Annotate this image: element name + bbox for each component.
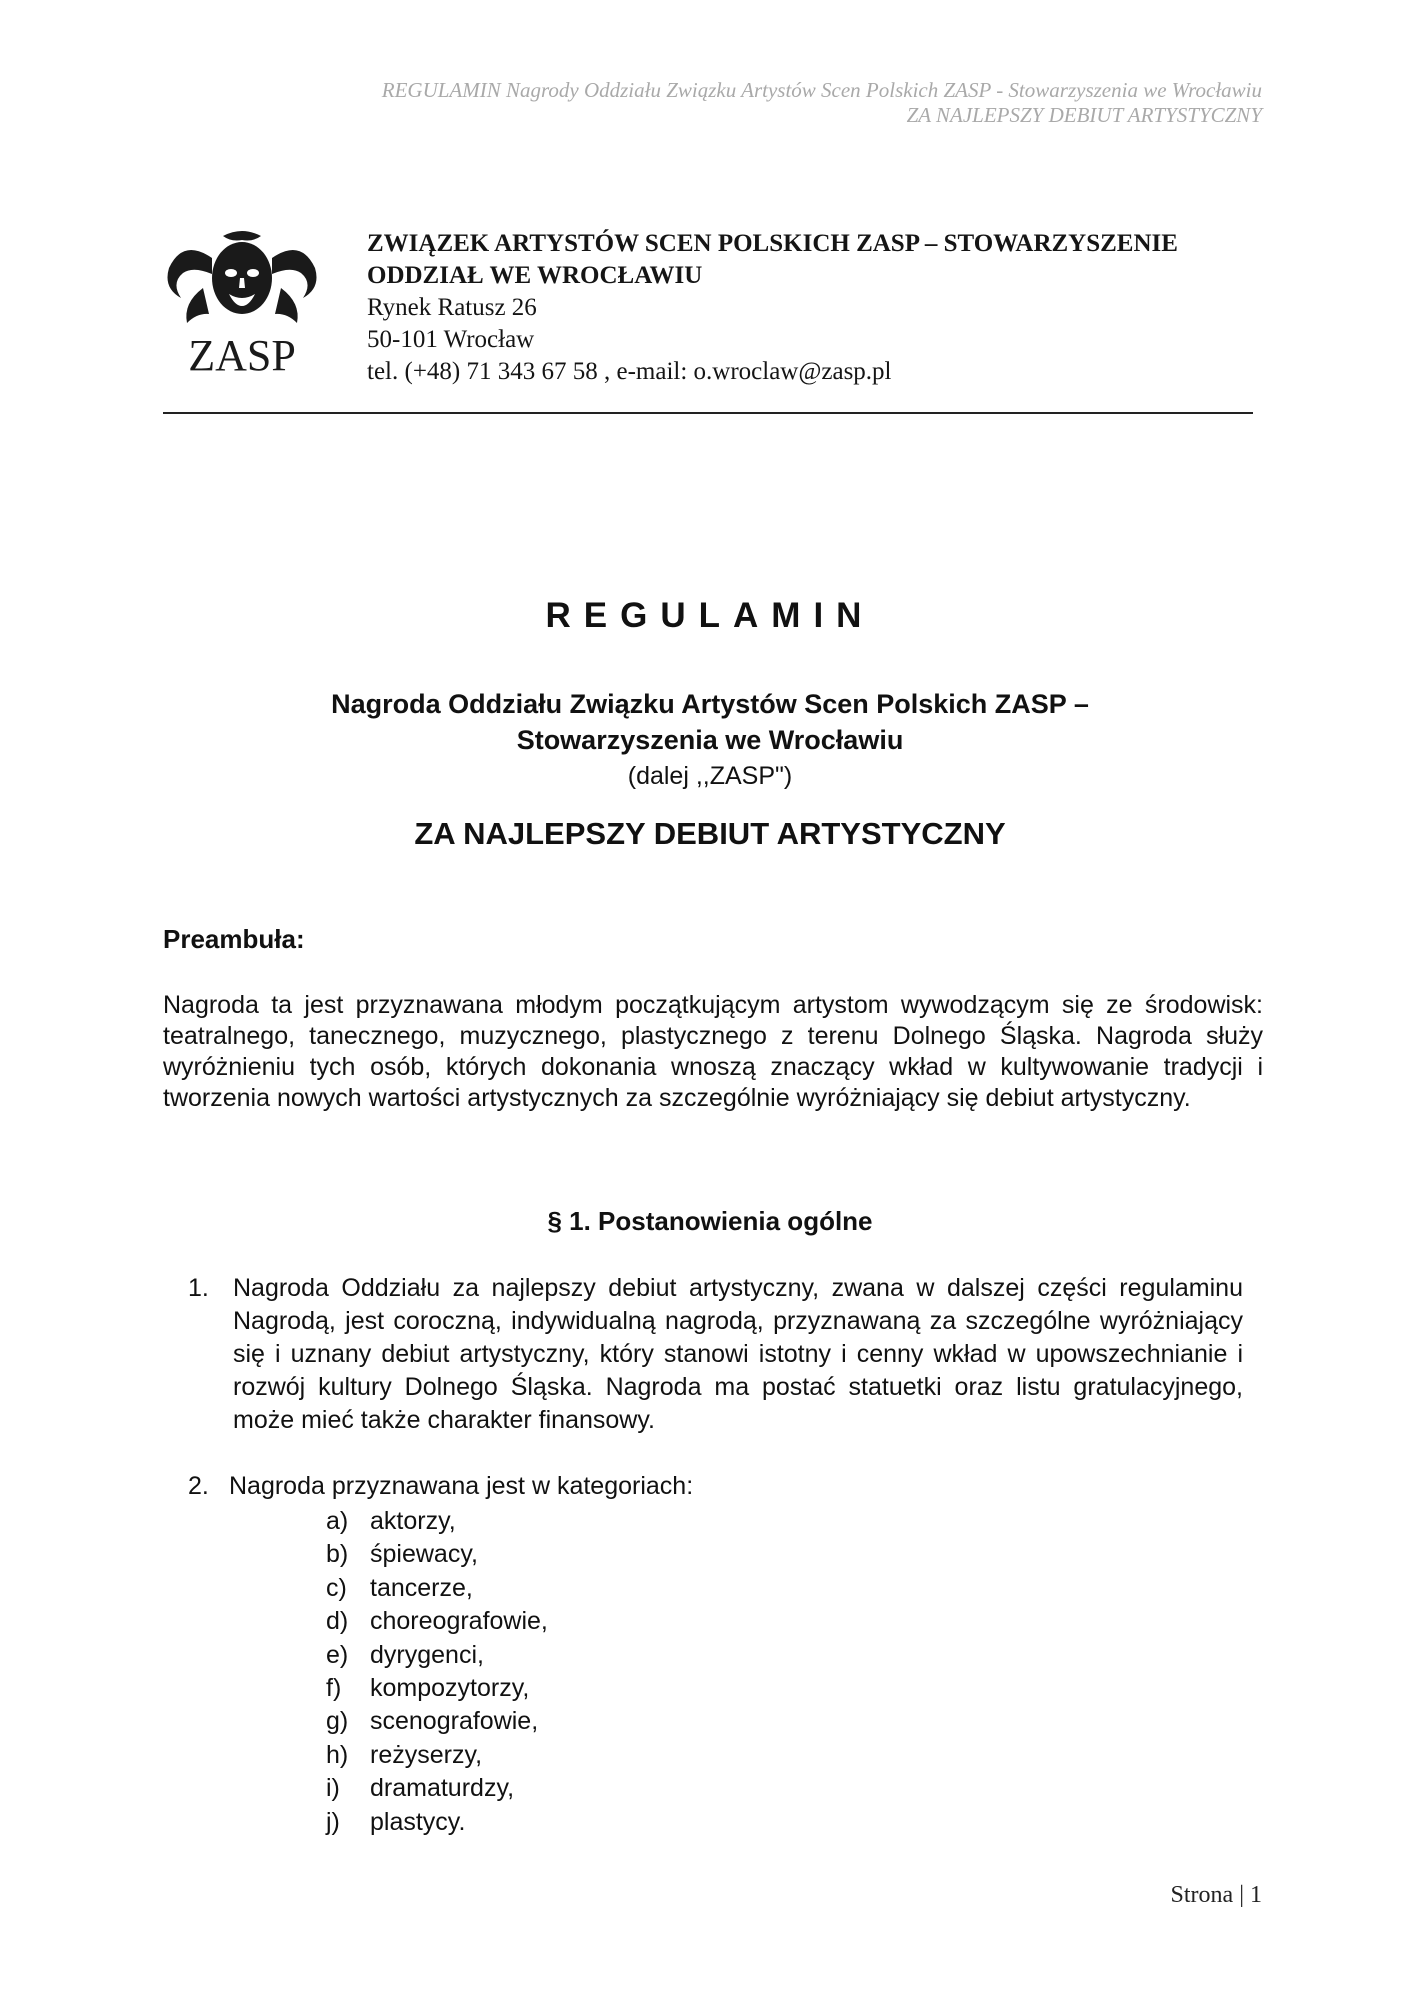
category-name: kompozytorzy, — [370, 1673, 530, 1702]
category-name: plastycy. — [370, 1807, 466, 1836]
preamble-text: Nagroda ta jest przyznawana młodym początkującym artystom wywodzącym się ze środowisk: teatralnego, tanecznego, muzycznego, plastycznego z terenu Dolnego Śląska. Nagroda służy wyróżnieniu tych osób, których dokonania wnoszą znaczący wkład w kultywowanie tradycji i tworzenia nowych wartości artystycznych za szczególnie wyróżniający się debiut artystyczny. — [163, 991, 1263, 1112]
category-name: śpiewacy, — [370, 1540, 478, 1569]
org-city: 50-101 Wrocław — [367, 326, 535, 353]
subtitle-note: (dalej ,,ZASP") — [627, 762, 793, 790]
category-letter: g) — [326, 1707, 349, 1736]
category-letter: f) — [326, 1673, 342, 1702]
category-letter: j) — [326, 1807, 340, 1836]
award-title: ZA NAJLEPSZY DEBIUT ARTYSTYCZNY — [414, 816, 1006, 851]
category-name: scenografowie, — [370, 1707, 539, 1736]
org-name: ZWIĄZEK ARTYSTÓW SCEN POLSKICH ZASP – STOWARZYSZENIE — [367, 230, 1178, 257]
page-number: Strona | 1 — [1170, 1882, 1262, 1908]
preamble-heading: Preambuła: — [163, 924, 305, 954]
running-header-line1: REGULAMIN Nagrody Oddziału Związku Artystów Scen Polskich ZASP - Stowarzyszenia we Wrocławiu — [381, 78, 1262, 102]
list-item-text: Nagroda przyznawana jest w kategoriach: — [229, 1472, 694, 1500]
category-letter: c) — [326, 1573, 347, 1602]
list-item-number: 1. — [188, 1274, 209, 1302]
category-name: tancerze, — [370, 1573, 473, 1602]
org-street: Rynek Ratusz 26 — [367, 294, 537, 321]
section-heading: § 1. Postanowienia ogólne — [547, 1206, 873, 1236]
category-letter: a) — [326, 1507, 349, 1535]
category-letter: e) — [326, 1640, 349, 1669]
category-name: choreografowie, — [370, 1607, 548, 1636]
category-name: dyrygenci, — [370, 1640, 484, 1669]
running-header — [382, 78, 1262, 128]
organization-info — [367, 228, 1178, 388]
logo-text: ZASP — [188, 331, 296, 378]
org-branch: ODDZIAŁ WE WROCŁAWIU — [367, 262, 703, 289]
org-contact: tel. (+48) 71 343 67 58 , e-mail: o.wroclaw@zasp.pl — [367, 358, 892, 385]
category-letter: b) — [326, 1540, 349, 1569]
category-name: aktorzy, — [370, 1507, 456, 1535]
subtitle-line1: Nagroda Oddziału Związku Artystów Scen Polskich ZASP – — [331, 689, 1089, 719]
list-item-text: Nagroda Oddziału za najlepszy debiut artystyczny, zwana w dalszej części regulaminu Nagrodą, jest coroczną, indywidualną nagrodą, przyznawaną za szczególne wyróżniający się i uznany debiut artystyczny, który stanowi istotny i cenny wkład w upowszechnianie i rozwój kultury Dolnego Śląska. Nagroda ma postać statuetki oraz listu gratulacyjnego, może mieć także charakter finansowy. — [233, 1274, 1243, 1434]
document-subtitle — [0, 686, 1420, 758]
category-name: dramaturdzy, — [370, 1774, 515, 1803]
category-letter: d) — [326, 1607, 349, 1636]
running-header-line2: ZA NAJLEPSZY DEBIUT ARTYSTYCZNY — [906, 103, 1262, 127]
document-title: REGULAMIN — [545, 596, 875, 635]
letterhead-divider — [163, 412, 1253, 414]
category-letter: i) — [326, 1774, 340, 1803]
category-letter: h) — [326, 1740, 349, 1769]
list-item-2 — [188, 1470, 1188, 1503]
list-item-1 — [188, 1272, 1243, 1437]
zasp-logo — [163, 228, 321, 378]
category-name: reżyserzy, — [370, 1740, 483, 1769]
subtitle-line2: Stowarzyszenia we Wrocławiu — [516, 725, 904, 755]
letterhead — [163, 228, 1253, 414]
list-item-number: 2. — [188, 1472, 209, 1500]
